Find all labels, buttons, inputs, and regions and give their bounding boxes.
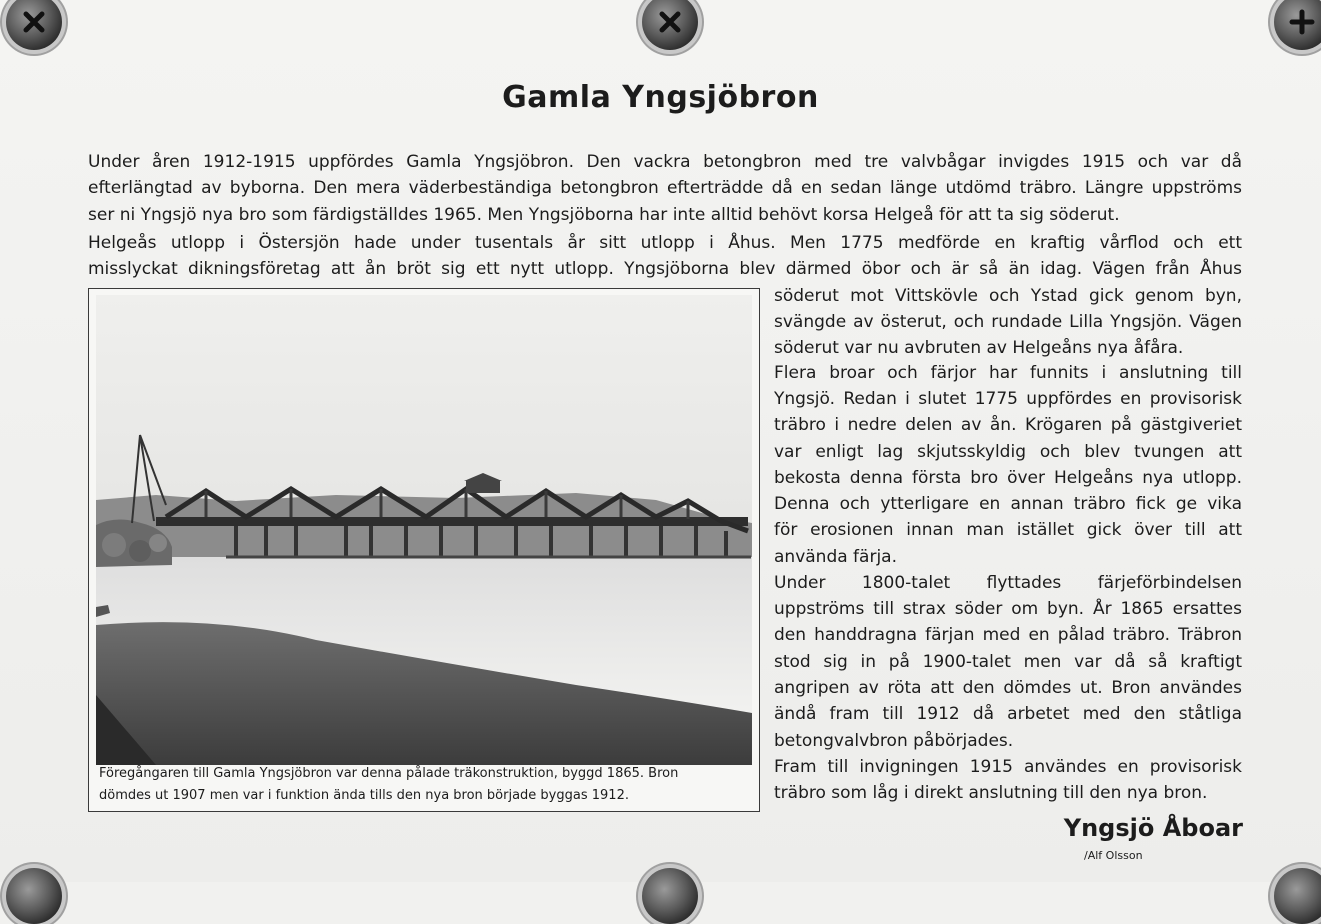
photo-figure (88, 288, 760, 812)
screw-top-left (6, 0, 62, 50)
screw-bottom-left (6, 868, 62, 924)
text-line: den handdragna färjan med en pålad träbro. Träbron (774, 625, 1242, 645)
screw-cross-icon (642, 0, 698, 50)
photo-caption-line: dömdes ut 1907 men var i funktion ända tills den nya bron började byggas 1912. (99, 788, 629, 803)
text-line: Yngsjö. Redan i slutet 1775 uppfördes en provisorisk (774, 389, 1242, 409)
text-line: träbro som låg i direkt anslutning till den nya bron. (774, 783, 1208, 803)
text-line: bekosta denna första bro över Helgeåns nya utlopp. (774, 468, 1242, 488)
text-line: efterlängtad av byborna. Den mera väderbeständiga betongbron efterträdde då en sedan länge utdömd träbro. Längre uppströms (88, 178, 1242, 198)
text-line: svängde av österut, och rundade Lilla Yngsjön. Vägen (774, 312, 1242, 332)
text-line: Helgeås utlopp i Östersjön hade under tusentals år sitt utlopp i Åhus. Men 1775 medförde en kraftig vårflod och ett (88, 233, 1242, 253)
text-line: använda färja. (774, 547, 897, 567)
text-line: betongvalvbron påbörjades. (774, 731, 1014, 751)
text-line: Denna och ytterligare en annan träbro fick ge vika (774, 494, 1242, 514)
text-line: uppströms till strax söder om byn. År 1865 ersattes (774, 599, 1242, 619)
text-line: misslyckat dikningsföretag att ån bröt sig ett nytt utlopp. Yngsjöborna blev därmed öbor och är så än idag. Vägen från Åhus (88, 259, 1242, 279)
sign-title: Gamla Yngsjöbron (502, 80, 819, 115)
text-line: Under åren 1912-1915 uppfördes Gamla Yngsjöbron. Den vackra betongbron med tre valvbågar invigdes 1915 och var då (88, 152, 1242, 172)
photo-caption-line: Föregångaren till Gamla Yngsjöbron var denna pålade träkonstruktion, byggd 1865. Bron (99, 766, 679, 781)
signature: Yngsjö Åboar (1063, 814, 1243, 842)
screw-top-right (1274, 0, 1321, 50)
screw-cross-icon (1274, 0, 1321, 50)
screw-cross-icon (6, 0, 62, 50)
text-line: söderut var nu avbruten av Helgeåns nya åfåra. (774, 338, 1184, 358)
bridge-photo (96, 295, 752, 765)
text-line: ser ni Yngsjö nya bro som färdigställdes 1965. Men Yngsjöborna har inte alltid behövt korsa Helgeå för att ta sig söderut. (88, 205, 1120, 225)
text-line: söderut mot Vittskövle och Ystad gick genom byn, (774, 286, 1242, 306)
text-line: var enligt lag skjutsskyldig och blev tvungen att (774, 442, 1242, 462)
text-line: Under 1800-talet flyttades färjeförbindelsen (774, 573, 1242, 593)
text-line: Flera broar och färjor har funnits i anslutning till (774, 363, 1242, 383)
screw-bottom-right (1274, 868, 1321, 924)
text-line: stod sig in på 1900-talet men var då så kraftigt (774, 652, 1242, 672)
author-credit: /Alf Olsson (1084, 849, 1143, 862)
text-line: angripen av röta att den dömdes ut. Bron användes (774, 678, 1242, 698)
screw-bottom-center (642, 868, 698, 924)
screw-top-center (642, 0, 698, 50)
text-line: ändå fram till 1912 då arbetet med den ståtliga (774, 704, 1242, 724)
text-line: träbro i nedre delen av ån. Krögaren på gästgiveriet (774, 415, 1242, 435)
text-line: för erosionen innan man istället gick över till att (774, 520, 1242, 540)
text-line: Fram till invigningen 1915 användes en provisorisk (774, 757, 1242, 777)
